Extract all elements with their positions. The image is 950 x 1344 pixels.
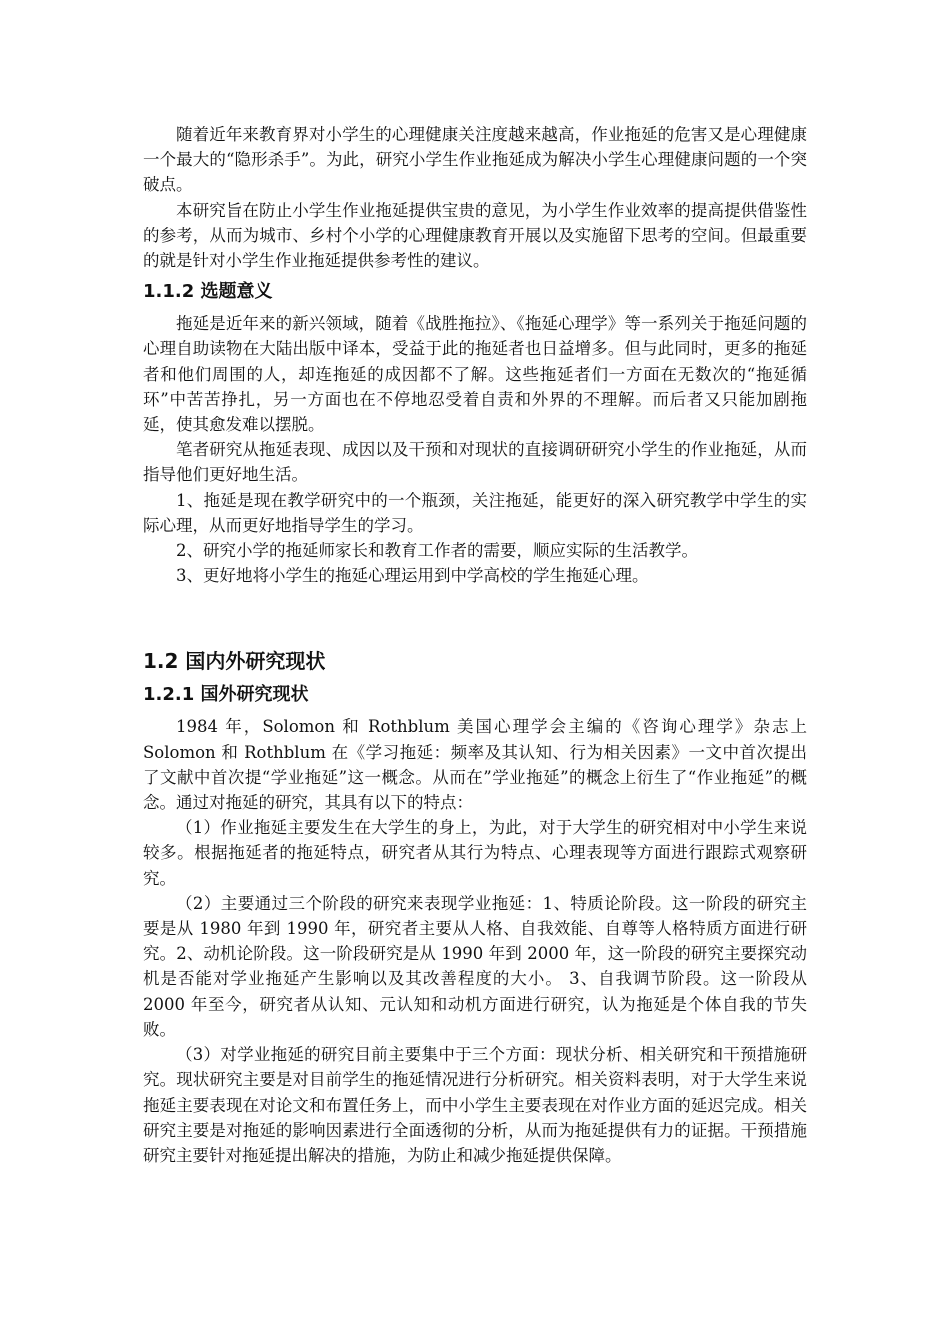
heading-1-1-2: 1.1.2 选题意义 [143,281,273,303]
heading-1-2-1: 1.2.1 国外研究现状 [143,684,309,706]
significance-paragraph-1: 拖延是近年来的新兴领域，随着《战胜拖拉》、《拖延心理学》等一系列关于拖延问题的心理自助读物在大陆出版中译本，受益于此的拖延者也日益增多。但与此同时，更多的拖延者和他们周围的人，却连拖延的成因都不了解。这些拖延者们一方面在无数次的“拖延循环”中苦苦挣扎，另一方面也在不停地忍受着自责和外界的不理解。而后者又只能加剧拖延，使其愈发难以摆脱。 [143,314,807,435]
significance-item-3: 3、更好地将小学生的拖延心理运用到中学高校的学生拖延心理。 [176,566,649,586]
document-page [143,122,807,1168]
heading-1-2: 1.2 国内外研究现状 [143,649,326,674]
intro-paragraph-1: 随着近年来教育界对小学生的心理健康关注度越来越高，作业拖延的危害又是心理健康一个最大的“隐形杀手”。为此，研究小学生作业拖延成为解决小学生心理健康问题的一个突破点。 [143,125,807,195]
foreign-research-point-1: （1）作业拖延主要发生在大学生的身上，为此，对于大学生的研究相对中小学生来说较多。根据拖延者的拖延特点，研究者从其行为特点、心理表现等方面进行跟踪式观察研究。 [143,818,807,888]
significance-item-1: 1、拖延是现在教学研究中的一个瓶颈，关注拖延，能更好的深入研究教学中学生的实际心理，从而更好地指导学生的学习。 [143,490,807,535]
foreign-research-point-3: （3）对学业拖延的研究目前主要集中于三个方面：现状分析、相关研究和干预措施研究。现状研究主要是对目前学生的拖延情况进行分析研究。相关资料表明，对于大学生来说拖延主要表现在对论文和布置任务上，而中小学生主要表现在对作业方面的延迟完成。相关研究主要是对拖延的影响因素进行全面透彻的分析，从而为拖延提供有力的证据。干预措施研究主要针对拖延提出解决的措施，为防止和减少拖延提供保障。 [143,1045,807,1165]
intro-paragraph-2: 本研究旨在防止小学生作业拖延提供宝贵的意见，为小学生作业效率的提高提供借鉴性的参考，从而为城市、乡村个小学的心理健康教育开展以及实施留下思考的空间。但最重要的就是针对小学生作业拖延提供参考性的建议。 [143,200,807,271]
significance-paragraph-2: 笔者研究从拖延表现、成因以及干预和对现状的直接调研研究小学生的作业拖延，从而指导他们更好地生活。 [143,440,807,485]
significance-item-2: 2、研究小学的拖延师家长和教育工作者的需要，顺应实际的生活教学。 [176,541,698,561]
foreign-research-paragraph-1: 1984 年，Solomon 和 Rothblum 美国心理学会主编的《咨询心理学》杂志上Solomon 和 Rothblum 在《学习拖延：频率及其认知、行为相关因素》一文中首次提出了文献中首次提“学业拖延”这一概念。从而在”学业拖延”的概念上衍生了“作业拖延”的概念。通过对拖延的研究，其具有以下的特点： [143,717,807,813]
foreign-research-point-2: （2）主要通过三个阶段的研究来表现学业拖延：1、特质论阶段。这一阶段的研究主要是从 1980 年到 1990 年，研究者主要从人格、自我效能、自尊等人格特质方面进行研究。2、动机论阶段。这一阶段研究是从 1990 年到 2000 年，这一阶段的研究主要探究动机是否能对学业拖延产生影响以及其改善程度的大小。 3、自我调节阶段。这一阶段从 2000 年至今，研究者从认知、元认知和动机方面进行研究，认为拖延是个体自我的节失败。 [143,893,807,1039]
section-spacer [143,588,807,646]
